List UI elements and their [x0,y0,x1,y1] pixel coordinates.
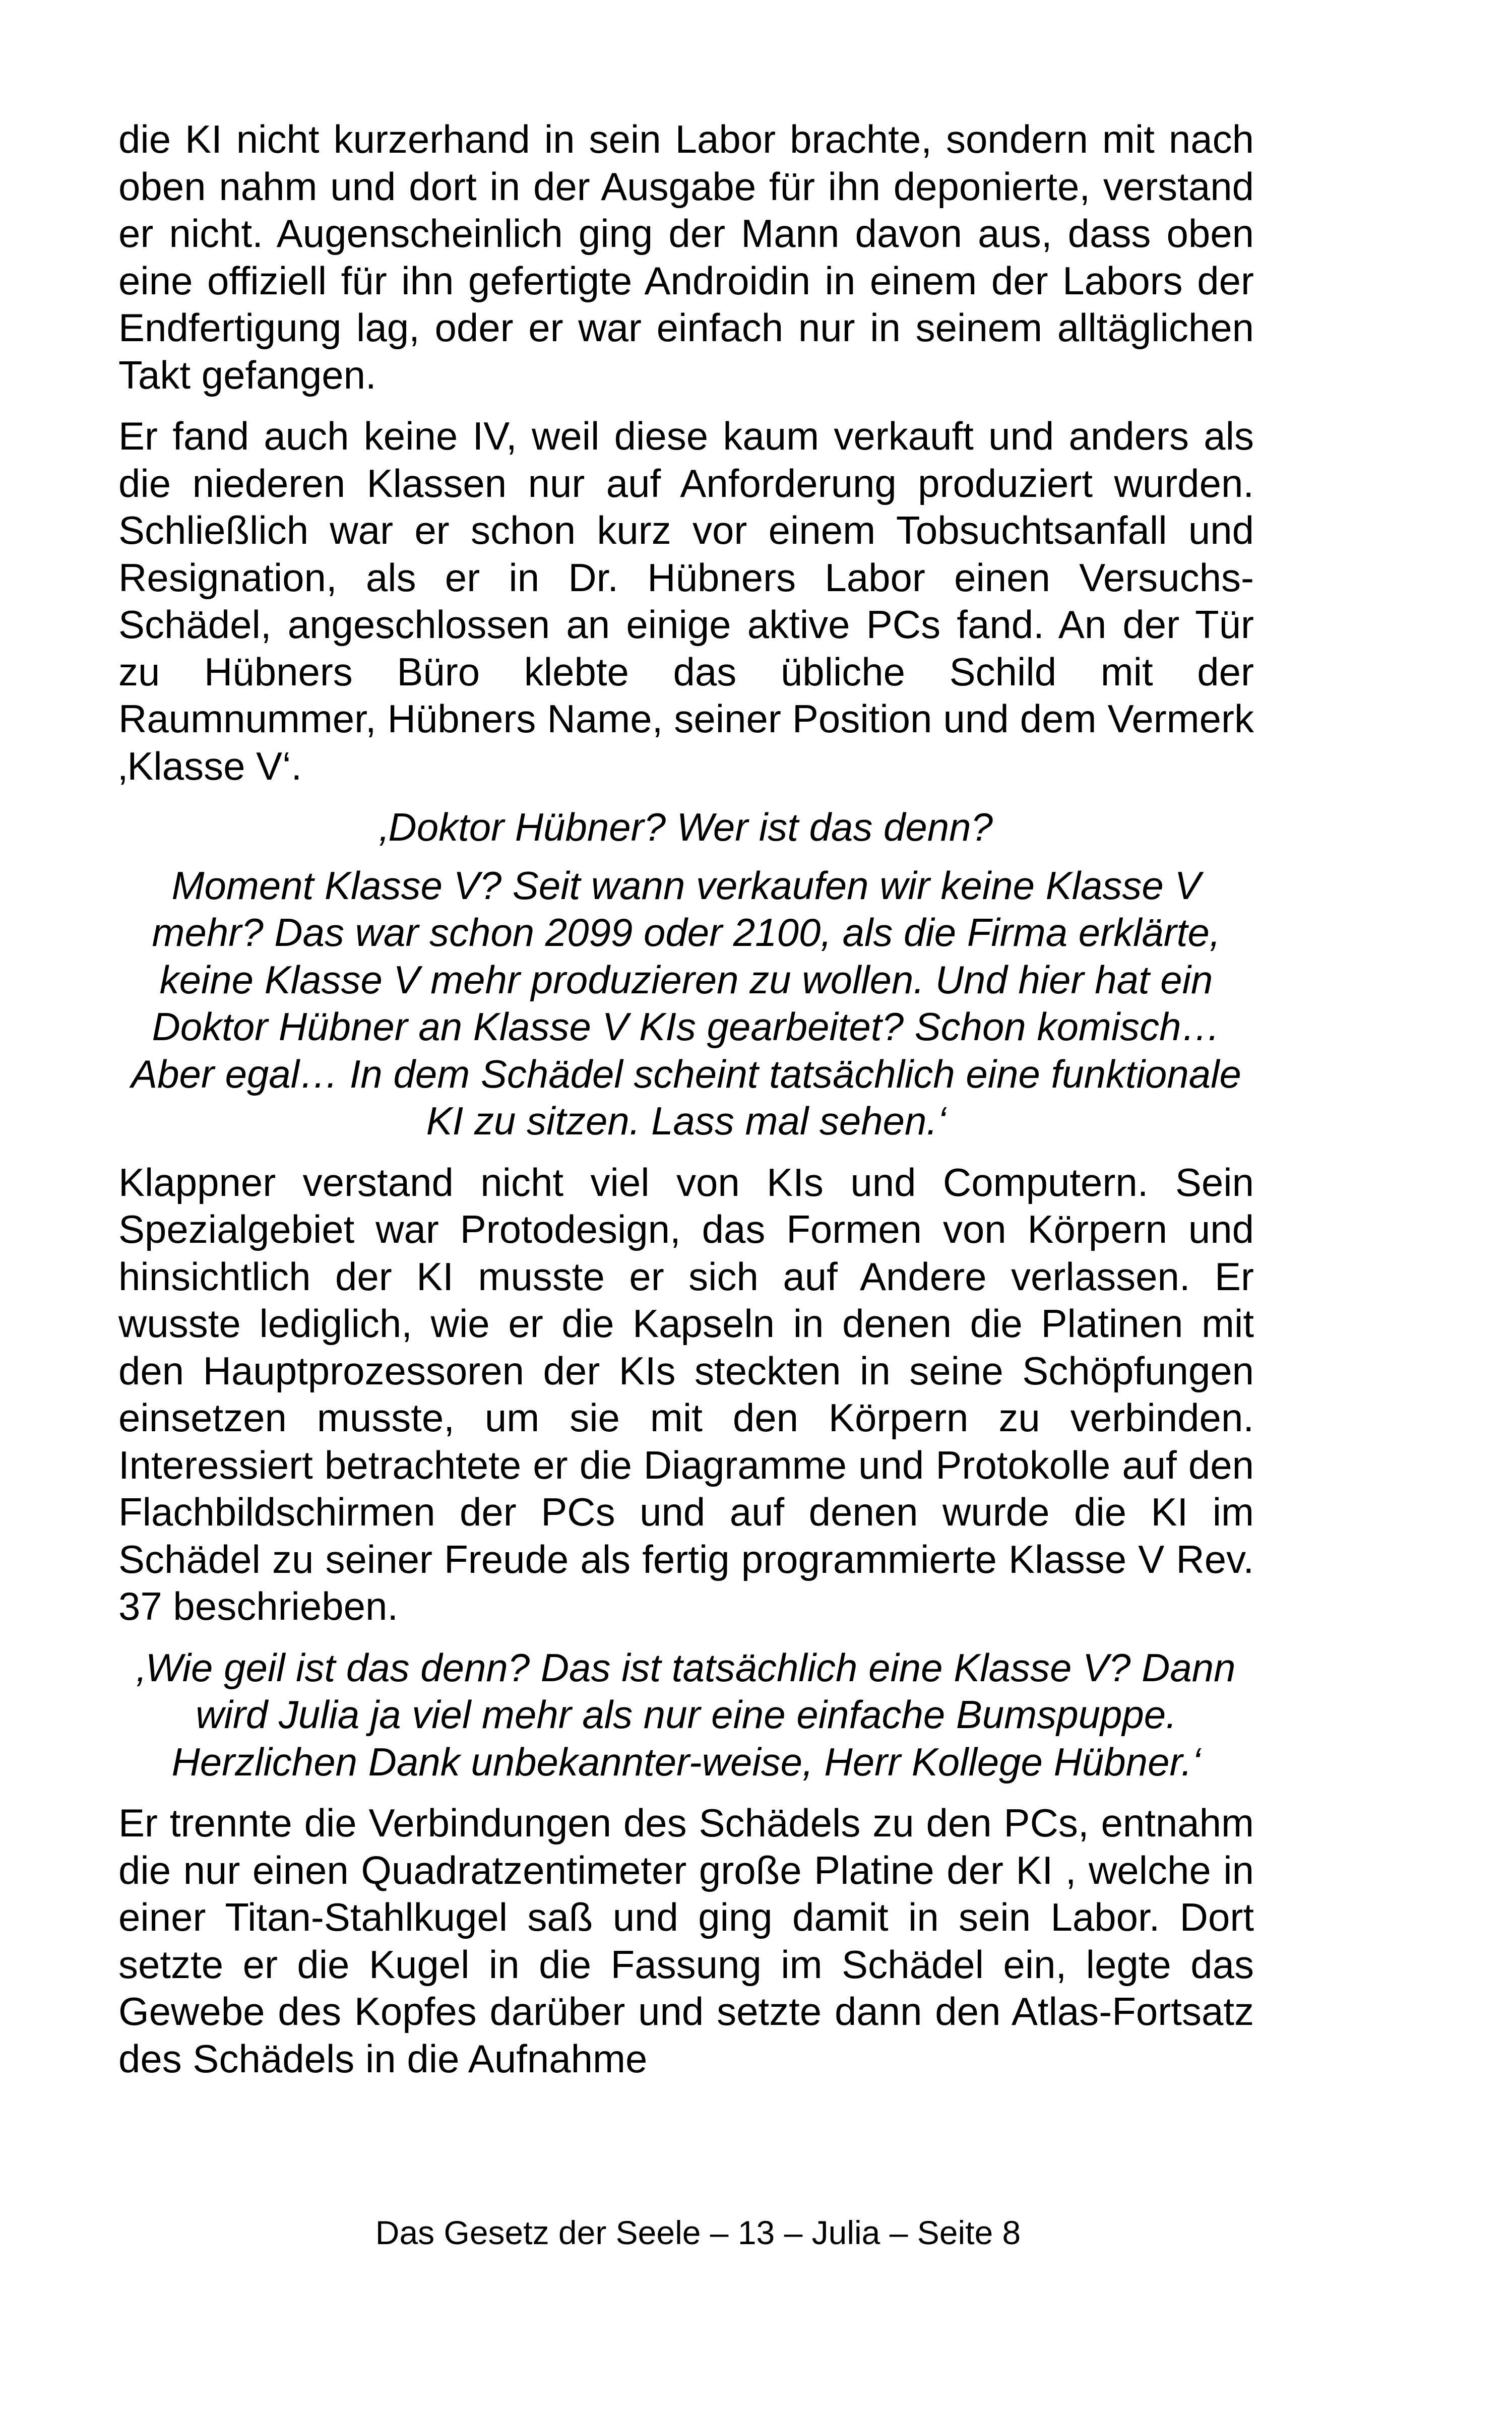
inner-thought-1: ‚Doktor Hübner? Wer ist das denn? [380,805,993,849]
page-body [118,116,1254,2096]
paragraph-1: die KI nicht kurzerhand in sein Labor brachte, sondern mit nach oben nahm und dort in der Ausgabe für ihn deponierte, verstand er nicht. Augenscheinlich ging der Mann davon aus, dass oben eine offiziell für ihn gefertigte Androidin in einem der Labors der Endfertigung lag, oder er war einfach nur in seinem alltäglichen Takt gefangen. [118,117,1254,397]
paragraph-3: Klappner verstand nicht viel von KIs und Computern. Sein Spezialgebiet war Protodesign, das Formen von Körpern und hinsichtlich der KI musste er sich auf Andere verlassen. Er wusste lediglich, wie er die Kapseln in denen die Platinen mit den Hauptprozessoren der KIs steckten in seine Schöpfungen einsetzen musste, um sie mit den Körpern zu verbinden. Interessiert betrachtete er die Diagramme und Protokolle auf den Flachbildschirmen der PCs und auf denen wurde die KI im Schädel zu seiner Freude als fertig programmierte Klasse V Rev. 37 beschrieben. [118,1160,1254,1628]
page-footer: Das Gesetz der Seele – 13 – Julia – Seite 8 [375,2214,1021,2251]
paragraph-2: Er fand auch keine IV, weil diese kaum verkauft und anders als die niederen Klassen nur auf Anforderung produziert wurden. Schließlich war er schon kurz vor einem Tobsuchtsanfall und Resignation, als er in Dr. Hübners Labor einen Versuchs-Schädel, angeschlossen an einige aktive PCs fand. An der Tür zu Hübners Büro klebte das übliche Schild mit der Raumnummer, Hübners Name, seiner Position und dem Vermerk ‚Klasse V‘. [118,414,1254,788]
inner-thought-3: ‚Wie geil ist das denn? Das ist tatsächlich eine Klasse V? Dann wird Julia ja viel mehr als nur eine einfache Bumspuppe. Herzlichen Dank unbekannter-weise, Herr Kollege Hübner.‘ [137,1645,1236,1784]
paragraph-4: Er trennte die Verbindungen des Schädels zu den PCs, entnahm die nur einen Quadratzentimeter große Platine der KI , welche in einer Titan-Stahlkugel saß und ging damit in sein Labor. Dort setzte er die Kugel in die Fassung im Schädel ein, legte das Gewebe des Kopfes darüber und setzte dann den Atlas-Fortsatz des Schädels in die Aufnahme [118,1801,1254,2081]
inner-thought-2: Moment Klasse V? Seit wann verkaufen wir keine Klasse V mehr? Das war schon 2099 oder 2100, als die Firma erklärte, keine Klasse V mehr produzieren zu wollen. Und hier hat ein Doktor Hübner an Klasse V KIs gearbeitet? Schon komisch… Aber egal… In dem Schädel scheint tatsächlich eine funktionale KI zu sitzen. Lass mal sehen.‘ [131,863,1241,1143]
